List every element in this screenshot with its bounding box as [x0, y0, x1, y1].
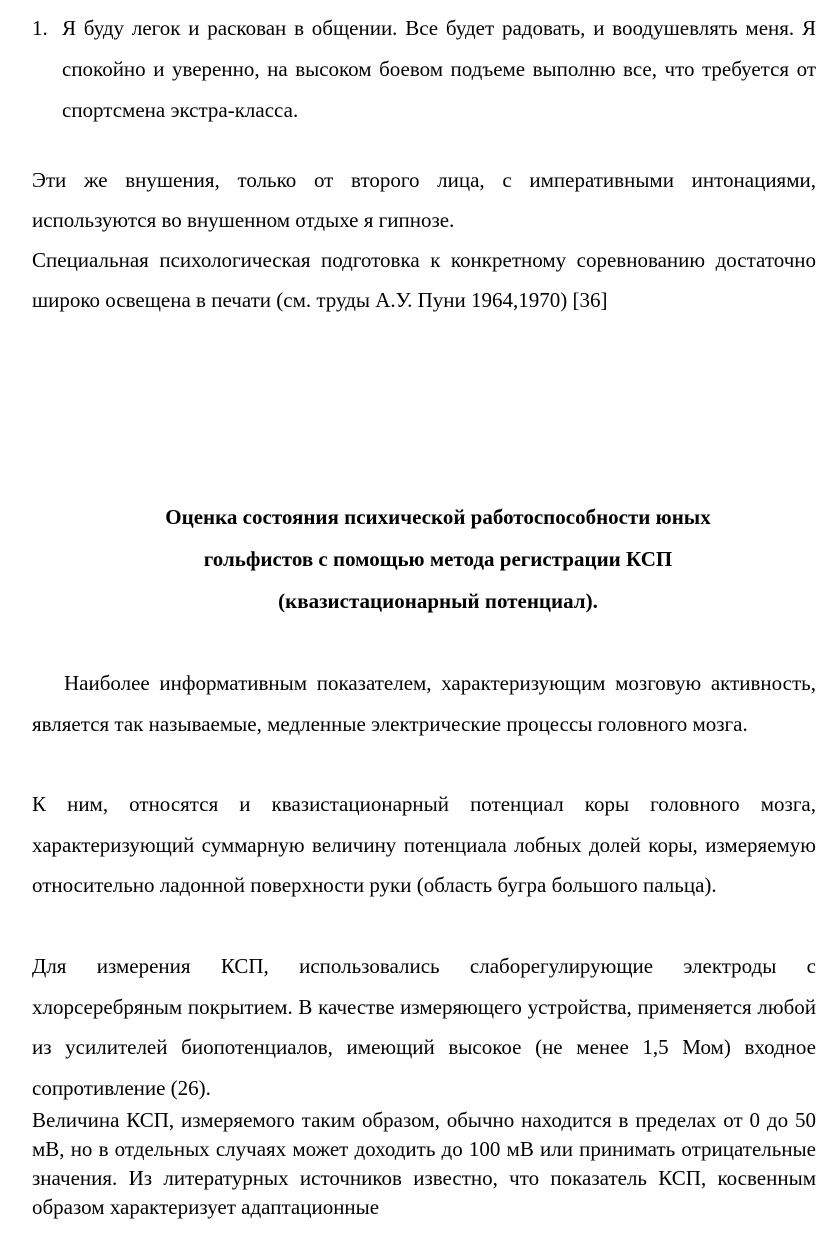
heading-line-1: Оценка состояния психической работоспособности юных — [165, 505, 711, 529]
list-number: 1. — [32, 16, 48, 40]
section-heading — [32, 496, 816, 622]
paragraph-quasistationary-potential: К ним, относятся и квазистационарный потенциал коры головного мозга, характеризующий суммарную величину потенциала лобных долей коры, измеряемую относительно ладонной поверхности руки (область бугра большого пальца). — [32, 792, 816, 897]
list-item-text: Я буду легок и раскован в общении. Все будет радовать, и воодушевлять меня. Я спокойно и уверенно, на высоком боевом подъеме выполню все, что требуется от спортсмена экстра-класса. — [62, 16, 816, 122]
numbered-list-item — [32, 8, 816, 131]
paragraph-measurement: Для измерения КСП, использовались слаборегулирующие электроды с хлорсеребряным покрытием. В качестве измеряющего устройства, применяется любой из усилителей биопотенциалов, имеющий высокое (не менее 1,5 Мом) входное сопротивление (26). — [32, 954, 816, 1100]
paragraph-special-training: Специальная психологическая подготовка к конкретному соревнованию достаточно широко освещена в печати (см. труды А.У. Пуни 1964,1970) [36] — [32, 248, 816, 312]
paragraph-ksp-value: Величина КСП, измеряемого таким образом, обычно находится в пределах от 0 до 50 мВ, но в отдельных случаях может доходить до 100 мВ или принимать отрицательные значения. Из литературных источников известно, что показатель КСП, косвенным образом характеризует адаптационные — [32, 1108, 816, 1219]
heading-line-3: (квазистационарный потенциал). — [278, 589, 598, 613]
paragraph-informative-indicator: Наиболее информативным показателем, характеризующим мозговую активность, является так называемые, медленные электрические процессы головного мозга. — [32, 671, 816, 736]
paragraph-suggestions: Эти же внушения, только от второго лица, с императивными интонациями, используются во внушенном отдыхе я гипнозе. — [32, 168, 816, 232]
heading-line-2: гольфистов с помощью метода регистрации КСП — [203, 547, 673, 571]
